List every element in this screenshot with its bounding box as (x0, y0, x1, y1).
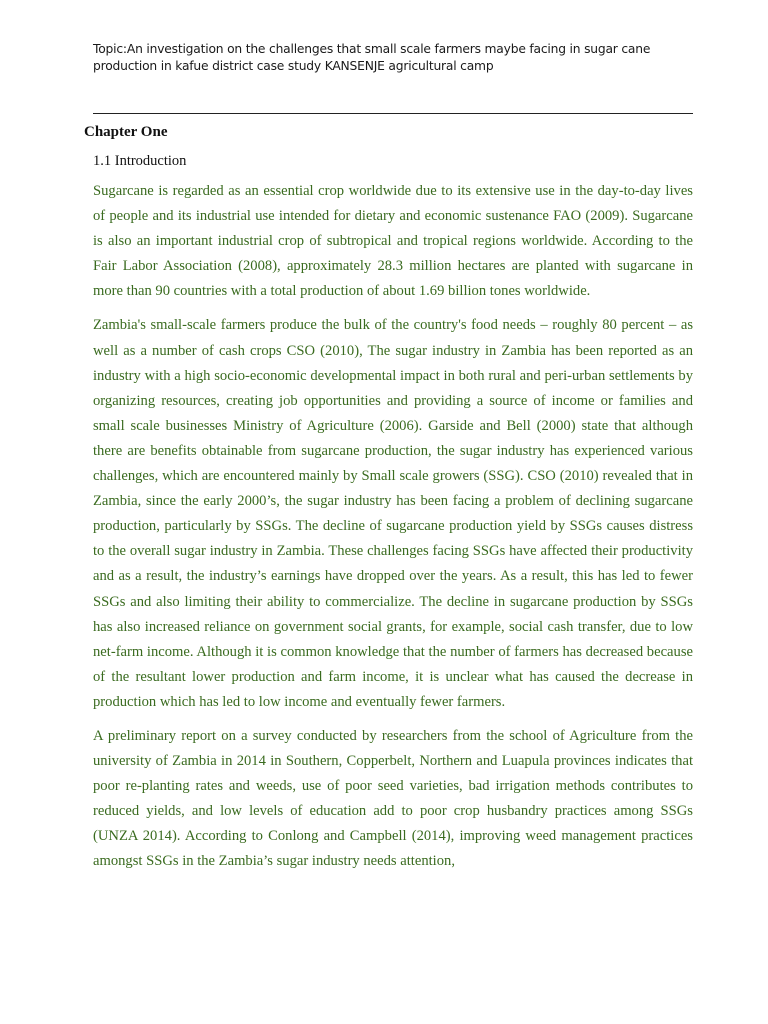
header-topic-line-1: Topic:An investigation on the challenges that small scale farmers maybe facing in sugar cane (93, 42, 651, 56)
paragraph-3: A preliminary report on a survey conducted by researchers from the school of Agriculture from the university of Zambia in 2014 in Southern, Copperbelt, Northern and Luapula provinces indicates that poor re-planting rates and weeds, use of poor seed varieties, bad irrigation methods contributes to reduced yields, and low levels of education add to poor crop husbandry practices among SSGs (UNZA 2014). According to Conlong and Campbell (2014), improving weed management practices amongst SSGs in the Zambia’s sugar industry needs attention, (93, 727, 693, 870)
paragraph-1: Sugarcane is regarded as an essential crop worldwide due to its extensive use in the day-to-day lives of people and its industrial use intended for dietary and economic sustenance FAO (2009). Sugarcane is also an important industrial crop of subtropical and tropical regions worldwide. According to the Fair Labor Association (2008), approximately 28.3 million hectares are planted with sugarcane in more than 90 countries with a total production of about 1.69 billion tones worldwide. (93, 183, 693, 300)
header-divider (93, 113, 693, 114)
page-header (93, 41, 693, 75)
body-text (93, 179, 693, 884)
header-topic-line-2: production in kafue district case study KANSENJE agricultural camp (93, 59, 494, 73)
chapter-title: Chapter One (84, 124, 168, 140)
paragraph-2: Zambia's small-scale farmers produce the bulk of the country's food needs – roughly 80 percent – as well as a number of cash crops CSO (2010), The sugar industry in Zambia has been reported as an industry with a high socio-economic developmental impact in both rural and peri-urban settlements by organizing resources, creating job opportunities and providing a source of income or families and small scale businesses Ministry of Agriculture (2006). Garside and Bell (2000) state that although there are benefits obtainable from sugarcane production, the sugar industry has experienced various challenges, which are encountered mainly by Small scale growers (SSG). CSO (2010) revealed that in Zambia, since the early 2000’s, the sugar industry has been facing a problem of declining sugarcane production, particularly by SSGs. The decline of sugarcane production yield by SSGs causes distress to the overall sugar industry in Zambia. These challenges facing SSGs have affected their productivity and as a result, the industry’s earnings have dropped over the years. As a result, this has led to fewer SSGs and also limiting their ability to commercialize. The decline in sugarcane production by SSGs has also increased reliance on government social grants, for example, social cash transfer, due to low net-farm income. Although it is common knowledge that the number of farmers has decreased because of the resultant lower production and farm income, it is unclear what has caused the decrease in production which has led to low income and eventually fewer farmers. (93, 317, 693, 710)
section-title: 1.1 Introduction (93, 153, 187, 169)
